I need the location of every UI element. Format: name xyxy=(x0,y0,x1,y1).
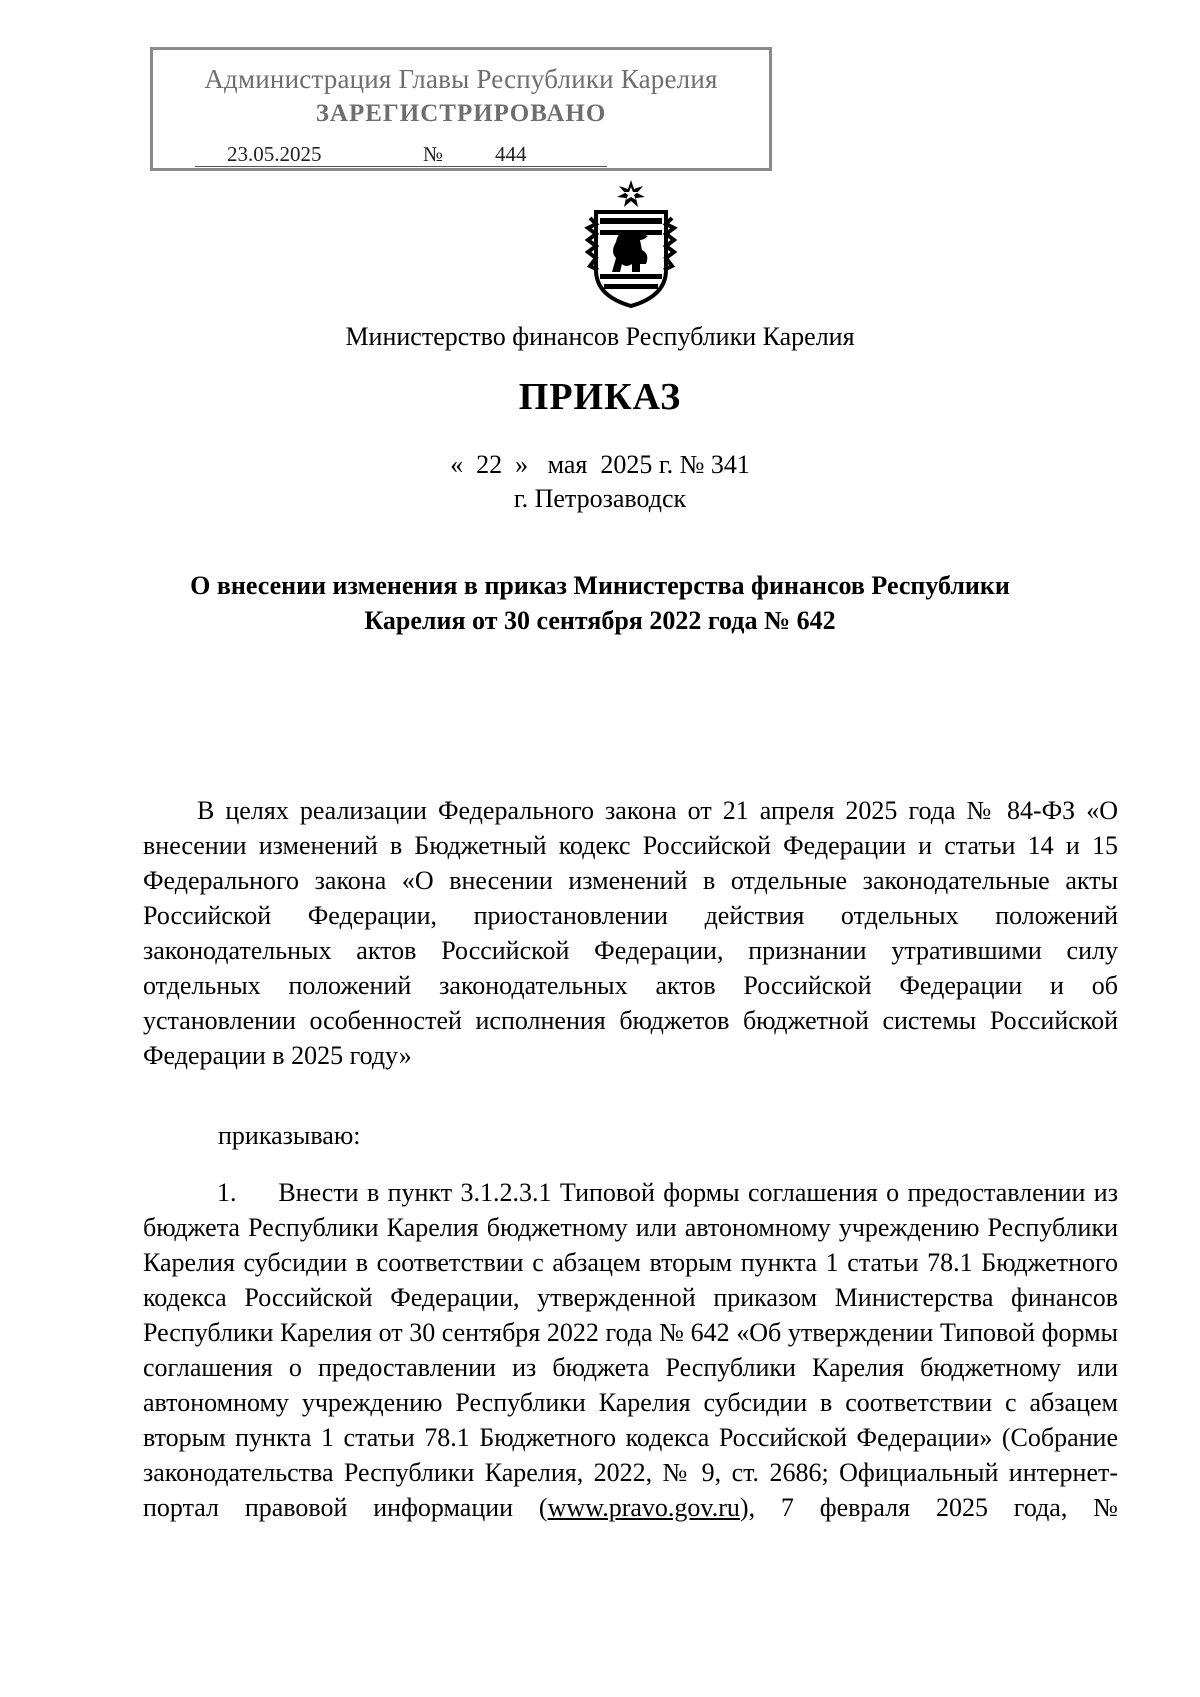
preamble-paragraph: В целях реализации Федерального закона от 21 апреля 2025 года № 84-ФЗ «О внесении изменений в Бюджетный кодекс Российской Федерации и статьи 14 и 15 Федерального закона «О внесении изменений в отдельные законодательные акты Российской Федерации, приостановлении действия отдельных положений законодательных актов Российской Федерации, признании утратившими силу отдельных положений законодательных актов Российской Федерации и об установлении особенностей исполнения бюджетов бюджетной системы Российской Федерации в 2025 году» xyxy=(143,796,1118,1070)
item-1-text-continued: ), 7 февраля 2025 года, № xyxy=(739,1493,1118,1522)
order-date-number: « 22 » мая 2025 г. № 341 xyxy=(450,450,750,479)
item-1-paragraph xyxy=(143,1175,1118,1525)
karelia-coat-of-arms-icon xyxy=(582,178,680,310)
ministry-name: Министерство финансов Республики Карелия xyxy=(345,322,855,351)
document-type: ПРИКАЗ xyxy=(518,376,682,418)
stamp-registered: ЗАРЕГИСТРИРОВАНО xyxy=(315,100,607,127)
document-title-line-2: Карелия от 30 сентября 2022 года № 642 xyxy=(364,606,836,635)
order-city: г. Петрозаводск xyxy=(513,484,687,513)
stamp-number: 444 xyxy=(495,142,527,166)
registration-stamp xyxy=(150,47,772,171)
order-word: приказываю: xyxy=(218,1121,361,1150)
stamp-date: 23.05.2025 xyxy=(227,142,322,166)
document-title-line-1: О внесении изменения в приказ Министерства финансов Республики xyxy=(190,571,1010,600)
pravo-gov-link[interactable]: www.pravo.gov.ru xyxy=(547,1493,740,1522)
stamp-registration-line xyxy=(195,142,607,167)
stamp-number-label: № xyxy=(423,142,444,166)
item-1-text: 1. Внести в пункт 3.1.2.3.1 Типовой формы соглашения о предоставлении из бюджета Республики Карелия бюджетному или автономному учреждению Республики Карелия субсидии в соответствии с абзацем вторым пункта 1 статьи 78.1 Бюджетного кодекса Российской Федерации, утвержденной приказом Министерства финансов Республики Карелия от 30 сентября 2022 года № 642 «Об утверждении Типовой формы соглашения о предоставлении из бюджета Республики Карелия бюджетному или автономному учреждению Республики Карелия субсидии в соответствии с абзацем вторым пункта 1 статьи 78.1 Бюджетного кодекса Российской Федерации» (Собрание законодательства Республики Карелия, 2022, № 9, ст. 2686; Официальный интернет-портал правовой информации ( xyxy=(143,1178,1118,1522)
stamp-administration: Администрация Главы Республики Карелия xyxy=(204,64,718,94)
document-title xyxy=(0,568,1200,638)
